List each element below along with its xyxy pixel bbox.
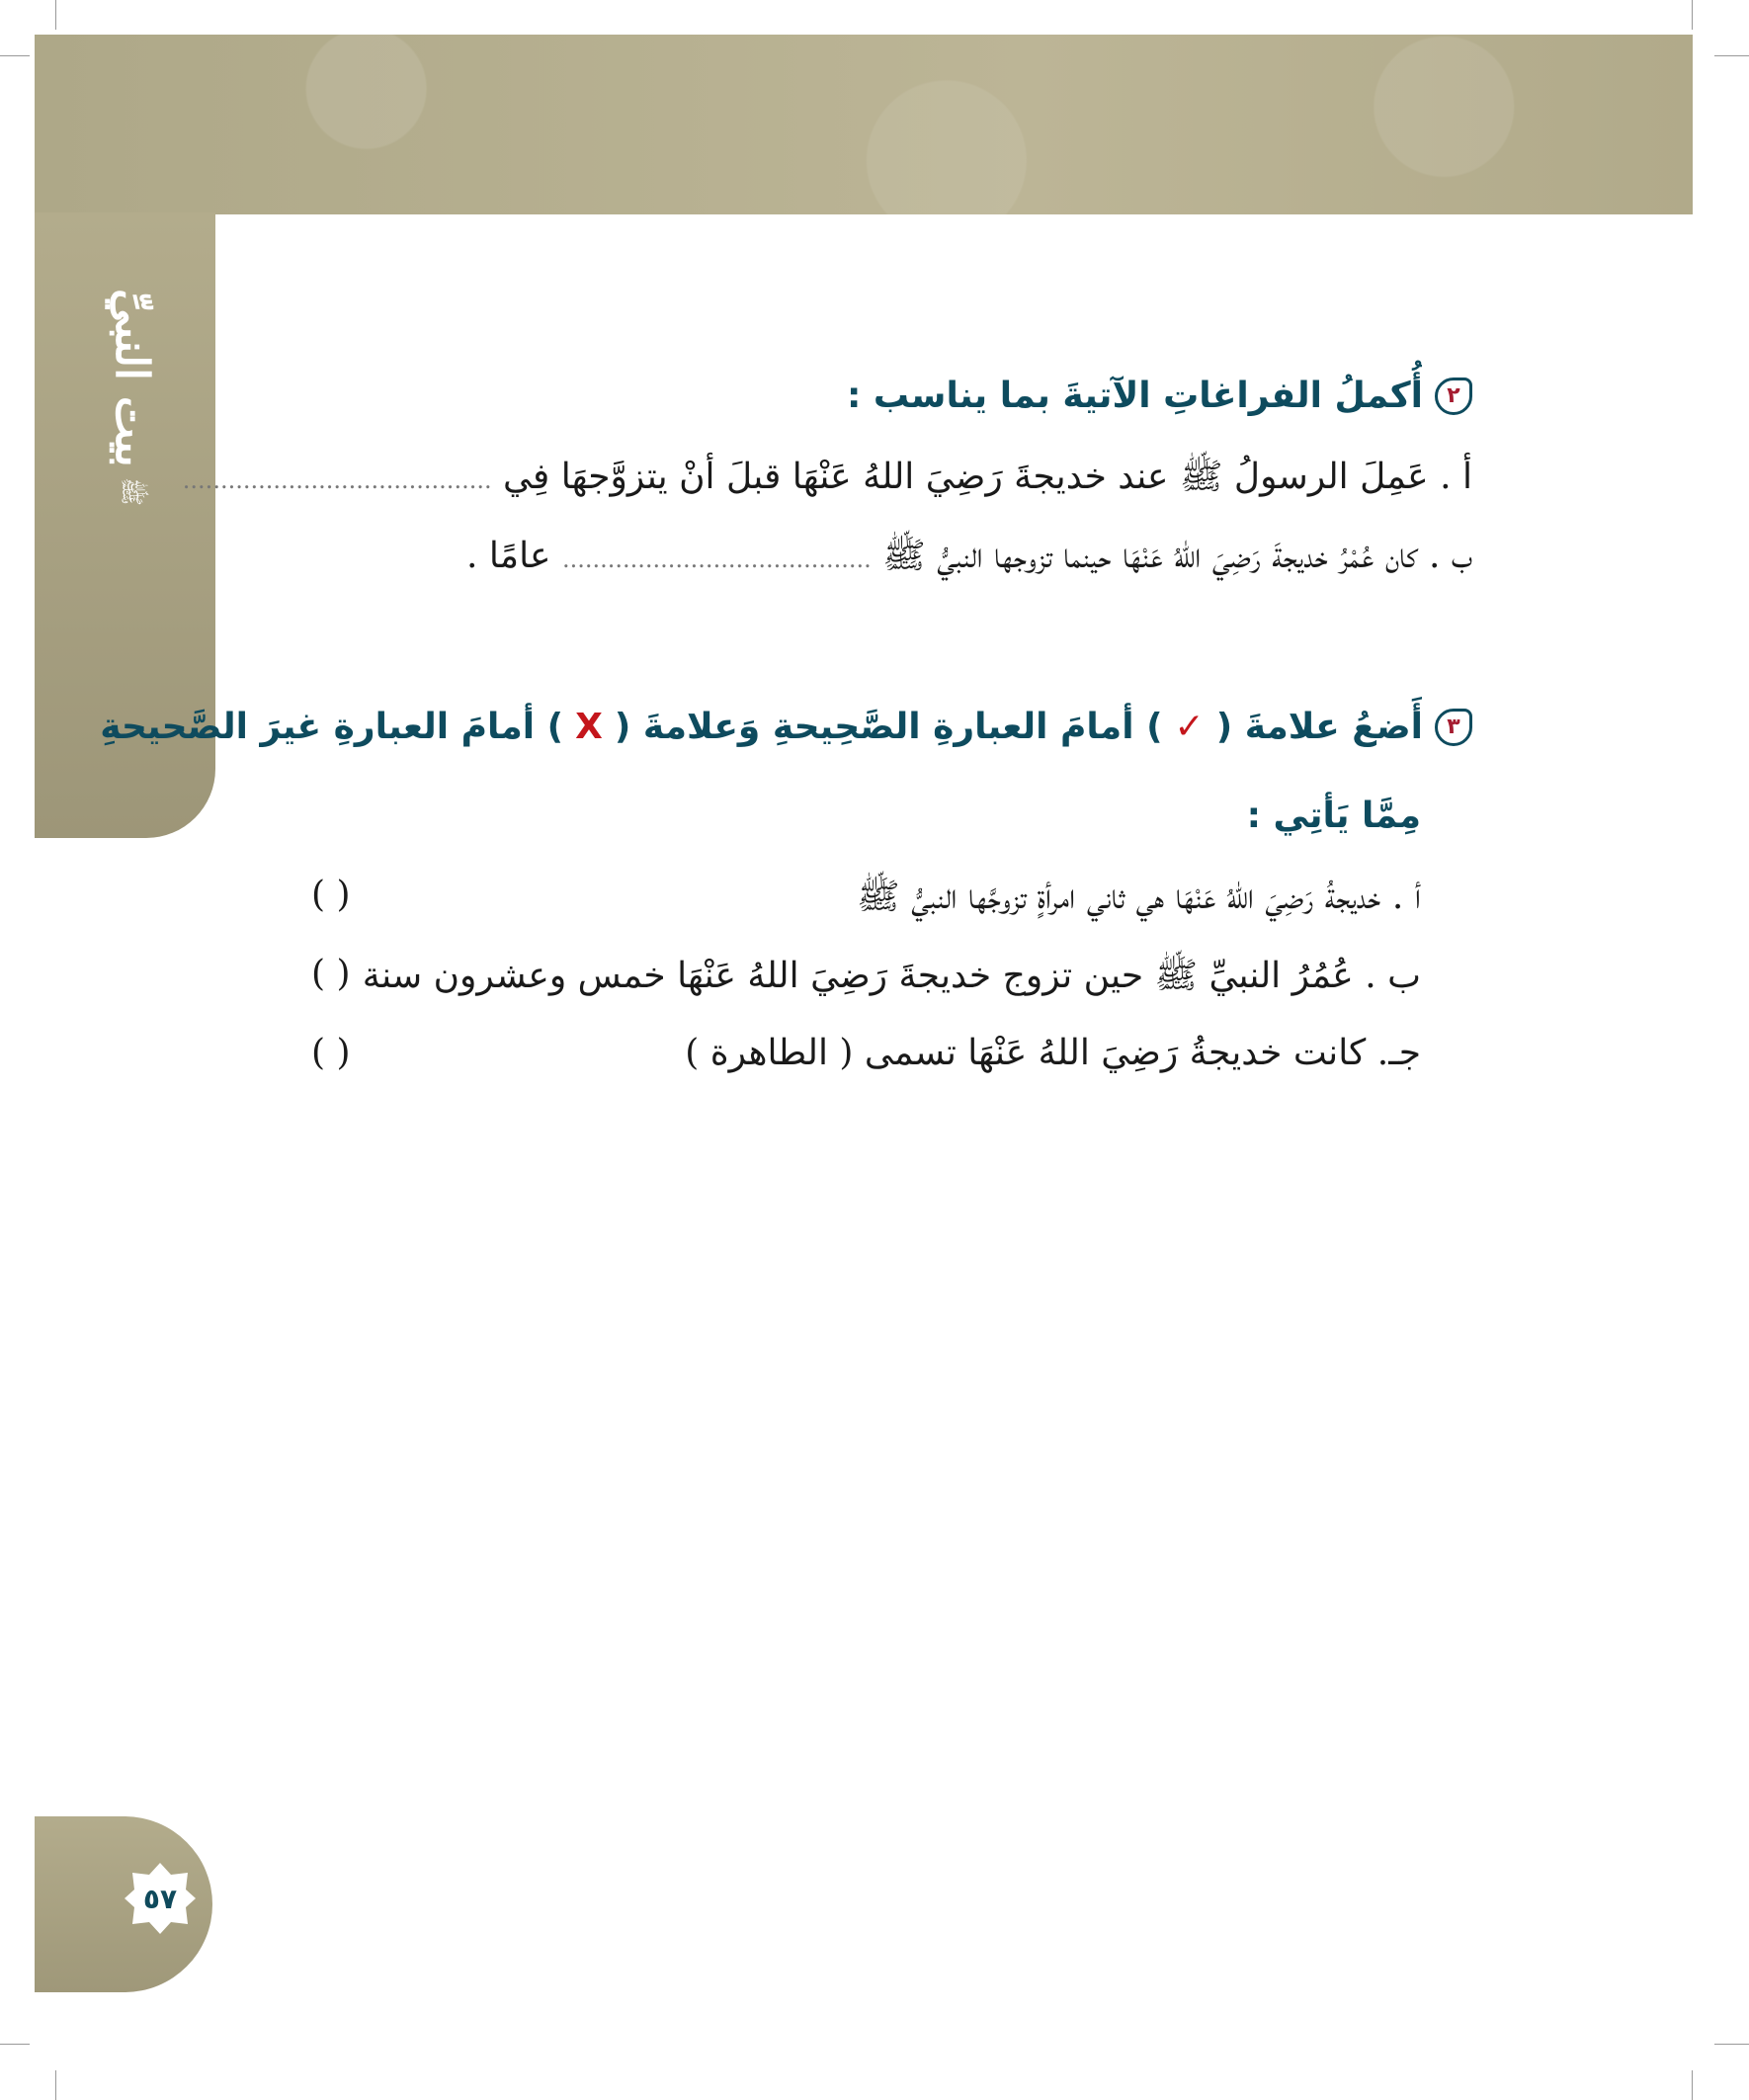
crop-mark [55, 0, 56, 30]
q2-line-b-text: ب . كان عُمْرُ خديجةَ رَضِيَ اللهُ عَنْهَا حينما تزوجها النبيُّ ﷺ [882, 536, 1472, 576]
q3-item-b [363, 954, 1421, 1005]
crop-mark [1714, 2044, 1749, 2045]
q2-line-a [183, 455, 1472, 506]
q2-number-badge: ٢ [1435, 378, 1472, 415]
q3-item-a [857, 875, 1421, 926]
check-icon: ✓ [1174, 707, 1205, 747]
q3-item-c-text: جـ. كانت خديجةُ رَضِيَ اللهُ عَنْهَا تسمى ( الطاهرة ) [685, 1033, 1421, 1073]
q2-line-b-end: عامًا . [465, 536, 551, 576]
q3-item-c [685, 1033, 1421, 1073]
q3-heading-line2-text: مِمَّا يَأتِي : [1246, 796, 1421, 836]
page-number: ٥٧ [142, 1882, 178, 1915]
q3-number-badge: ٣ [1435, 709, 1472, 746]
answer-box-c[interactable]: ( ) [311, 1033, 351, 1073]
q3-heading-line2 [1247, 796, 1421, 836]
crop-mark [1714, 55, 1749, 56]
q3-heading-part3: ) أمامَ العبارةِ غيرَ الصَّحيحةِ [100, 707, 564, 747]
crop-mark [55, 2070, 56, 2100]
q2-heading: أُكملُ الفراغاتِ الآتيةَ بما يناسب : [847, 376, 1423, 416]
crop-mark [0, 55, 30, 56]
q2-line-a-blank[interactable]: ......................................... [182, 466, 492, 494]
answer-box-a[interactable]: ( ) [311, 875, 351, 915]
q3-item-a-text: أ . خديجةُ رَضِيَ اللهُ عَنْهَا هي ثاني امرأةٍ تزوجَّها النبيُّ ﷺ [857, 877, 1421, 917]
q3-heading-part2: ) أمامَ العبارةِ الصَّحِيحةِ وَعلامةَ ( [614, 707, 1163, 747]
crop-mark [1692, 0, 1693, 30]
top-banner [35, 35, 1693, 214]
q2-line-a-text: أ . عَمِلَ الرسولُ ﷺ عند خديجةَ رَضِيَ اللهُ عَنْهَا قبلَ أنْ يتزوَّجهَا فِي [503, 457, 1472, 497]
crop-mark [1692, 2070, 1693, 2100]
honorific-mark: ﷺ [118, 476, 146, 506]
q3-heading-row [100, 707, 1472, 747]
crop-mark [0, 2044, 30, 2045]
q2-line-b-blank[interactable]: ......................................... [561, 546, 872, 573]
q2-line-b [466, 534, 1472, 585]
q2-heading-row [847, 376, 1472, 416]
answer-box-b[interactable]: ( ) [311, 954, 351, 994]
chapter-title-text: بيت النبيِّ [106, 289, 159, 467]
q3-heading-part1: أَضعُ علامةَ ( [1215, 707, 1423, 747]
q3-item-b-text: ب . عُمُرُ النبيِّ ﷺ حين تزوج خديجةَ رَضِيَ اللهُ عَنْهَا خمس وعشرون سنة [362, 956, 1421, 996]
cross-icon: X [575, 707, 603, 747]
chapter-title [63, 219, 202, 575]
